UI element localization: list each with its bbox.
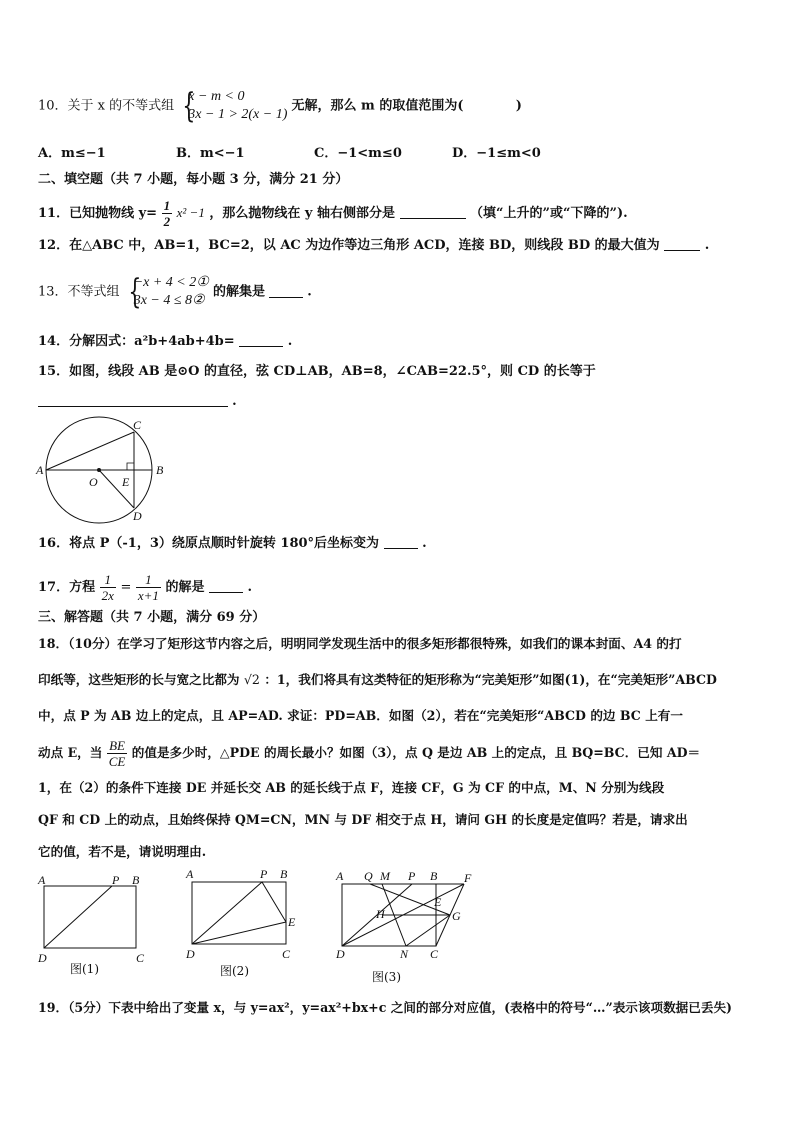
- q11-fraction: [162, 198, 173, 229]
- fig2-b: B: [280, 867, 288, 881]
- question-17: [38, 572, 252, 603]
- left-brace-icon: {: [182, 86, 196, 126]
- fig2-p: P: [260, 867, 268, 881]
- q11-prefix: 11．已知抛物线 y=: [38, 206, 158, 221]
- q10-options: [38, 144, 758, 164]
- q18-l4a: 动点 E，当: [38, 745, 103, 760]
- q10-option-c: C．−1<m≤0: [314, 146, 402, 161]
- q18-figure-3: [330, 866, 480, 966]
- q10-system: [178, 88, 287, 124]
- label-b: B: [156, 463, 164, 477]
- question-11: [38, 198, 628, 229]
- question-13: [38, 274, 312, 310]
- q14-answer-blank: [239, 332, 283, 347]
- q14-text: 14．分解因式：a²b+4ab+4b=: [38, 334, 235, 349]
- q17-f2-num: 1: [136, 572, 161, 588]
- q18-l2a: 印纸等，这些矩形的长与宽之比都为: [38, 672, 240, 687]
- fig3-b: B: [430, 869, 438, 883]
- q18-sqrt: √2: [243, 672, 260, 687]
- fig3-p: P: [408, 869, 416, 883]
- q18-line-4: [38, 738, 700, 769]
- fig3-caption: 图(3): [372, 970, 401, 984]
- right-angle-mark: [127, 463, 134, 470]
- q18-line-5: 1，在（2）的条件下连接 DE 并延长交 AB 的延长线于点 F，连接 CF，G 为 CF 的中点，M、N 分别为线段: [38, 780, 665, 795]
- segment-ac: [46, 432, 134, 470]
- fig3-e: E: [434, 895, 442, 909]
- q17-f2-den: x+1: [137, 588, 159, 603]
- label-o: O: [89, 475, 98, 489]
- q13-row1: −x + 4 < 2①: [133, 275, 209, 290]
- q15-answer-line: [38, 392, 237, 412]
- q13-suffix: 的解集是: [212, 284, 265, 300]
- q17-suffix: 的解是: [165, 580, 205, 595]
- q13-tail: .: [307, 284, 312, 300]
- q13-row2: 3x − 4 ≤ 8②: [133, 293, 205, 308]
- fig1-c: C: [136, 951, 145, 965]
- q18-frac-num: BE: [107, 738, 128, 754]
- q10-row1: x − m < 0: [188, 89, 245, 104]
- q18-line-6: QF 和 CD 上的动点，且始终保持 QM=CN，MN 与 DF 相交于点 H，请问 GH 的长度是定值吗？若是，请求出: [38, 812, 688, 827]
- rect-abcd: [44, 886, 136, 948]
- fig2-d: D: [186, 947, 195, 961]
- q17-equals: =: [120, 580, 132, 595]
- fig3-a: A: [336, 869, 344, 883]
- q16-answer-blank: [384, 534, 418, 549]
- q12-answer-blank: [664, 236, 700, 251]
- question-16: [38, 534, 427, 554]
- fig3-h: H: [376, 907, 385, 921]
- fig3-f: F: [464, 871, 472, 885]
- question-15: 15．如图，线段 AB 是⊙O 的直径，弦 CD⊥AB，AB=8，∠CAB=22.5°，则 CD 的长等于: [38, 364, 596, 379]
- fig3-g: G: [452, 909, 461, 923]
- q10-prefix: 10．关于 x 的不等式组: [38, 98, 175, 114]
- q12-text: 12．在△ABC 中，AB=1，BC=2，以 AC 为边作等边三角形 ACD，连接 BD，则线段 BD 的最大值为: [38, 238, 660, 253]
- q10-option-a: A．m≤−1: [38, 146, 106, 161]
- fig1-b: B: [132, 873, 140, 887]
- q10-option-d: D．−1≤m<0: [452, 146, 541, 161]
- fig3-q: Q: [364, 869, 373, 883]
- question-14: [38, 332, 292, 352]
- section-3-heading: 三、解答题（共 7 小题，满分 69 分）: [38, 610, 266, 625]
- q13-system: [124, 274, 209, 310]
- q11-tail: （填“上升的”或“下降的”).: [470, 206, 628, 221]
- q13-prefix: 13．不等式组: [38, 284, 120, 300]
- q10-row2: 3x − 1 > 2(x − 1): [188, 107, 288, 122]
- question-10: [38, 88, 522, 124]
- q17-f1-den: 2x: [101, 588, 114, 603]
- segment-pd: [44, 886, 112, 948]
- question-12: [38, 236, 709, 256]
- rect-abcd: [192, 882, 286, 944]
- fig1-a: A: [38, 873, 46, 887]
- section-2-heading: 二、填空题（共 7 小题，每小题 3 分，满分 21 分）: [38, 172, 349, 187]
- q18-line-7: 它的值，若不是，请说明理由.: [38, 844, 207, 859]
- q18-frac-den: CE: [108, 754, 126, 769]
- question-19: 19．（5分）下表中给出了变量 x，与 y=ax²，y=ax²+bx+c 之间的部分对应值，(表格中的符号“…”表示该项数据已丢失): [38, 1000, 732, 1015]
- q16-tail: .: [422, 536, 427, 551]
- fig2-c: C: [282, 947, 291, 961]
- q14-tail: .: [287, 334, 293, 349]
- q17-answer-blank: [209, 578, 243, 593]
- q11-frac-den: 2: [163, 214, 171, 229]
- q13-answer-blank: [269, 283, 303, 298]
- q15-circle-figure: [34, 416, 174, 524]
- fig3-m: M: [380, 869, 390, 883]
- q18-line-1: 18．（10分）在学习了矩形这节内容之后，明明同学发现生活中的很多矩形都很特殊，如我们的课本封面、A4 的打: [38, 636, 682, 651]
- label-a: A: [36, 463, 44, 477]
- fig2-e: E: [288, 915, 296, 929]
- q17-tail: .: [247, 580, 253, 595]
- fig2-a: A: [186, 867, 194, 881]
- center-point: [97, 468, 101, 472]
- q18-l2b: ：1，我们将具有这类特征的矩形称为“完美矩形”如图(1)，在“完美矩形”ABCD: [264, 672, 717, 687]
- fig3-d: D: [336, 947, 345, 961]
- q18-line-3: 中，点 P 为 AB 边上的定点，且 AP=AD. 求证：PD=AB．如图（2），若在“完美矩形“ABCD 的边 BC 上有一: [38, 708, 683, 723]
- fig2-caption: 图(2): [220, 964, 249, 978]
- q11-suffix: ，那么抛物线在 y 轴右侧部分是: [209, 206, 395, 221]
- q16-text: 16．将点 P（-1，3）绕原点顺时针旋转 180°后坐标变为: [38, 536, 380, 551]
- q18-l4b: 的值是多少时，△PDE 的周长最小？如图（3），点 Q 是边 AB 上的定点，且 BQ=BC．已知 AD＝: [131, 745, 701, 760]
- q18-fraction: [107, 738, 128, 769]
- q11-frac-num: 1: [163, 198, 171, 213]
- label-d: D: [133, 509, 142, 523]
- left-brace-icon: {: [128, 272, 141, 312]
- q11-answer-blank: [400, 204, 466, 219]
- q17-f1-num: 1: [100, 572, 116, 588]
- q15-answer-blank: [38, 392, 228, 407]
- fig3-c: C: [430, 947, 439, 961]
- q17-prefix: 17．方程: [38, 580, 96, 595]
- q10-suffix: 无解，那么 m 的取值范围为(: [291, 98, 464, 114]
- q18-figure-2: [182, 866, 302, 962]
- fig3-n: N: [400, 947, 409, 961]
- label-e: E: [122, 475, 130, 489]
- fig1-d: D: [38, 951, 47, 965]
- q12-tail: .: [704, 238, 710, 253]
- q18-line-2: [38, 670, 717, 690]
- q10-option-b: B．m<−1: [176, 146, 245, 161]
- q17-fraction-2: [136, 572, 161, 603]
- q15-tail: .: [232, 394, 237, 409]
- q17-fraction-1: [100, 572, 116, 603]
- q11-expr: x² −1: [176, 205, 205, 220]
- label-c: C: [133, 418, 142, 432]
- q18-figure-1: [34, 870, 154, 966]
- q10-close: ): [515, 98, 522, 114]
- triangle-pde: [192, 882, 286, 944]
- fig1-caption: 图(1): [70, 962, 99, 976]
- fig1-p: P: [112, 873, 120, 887]
